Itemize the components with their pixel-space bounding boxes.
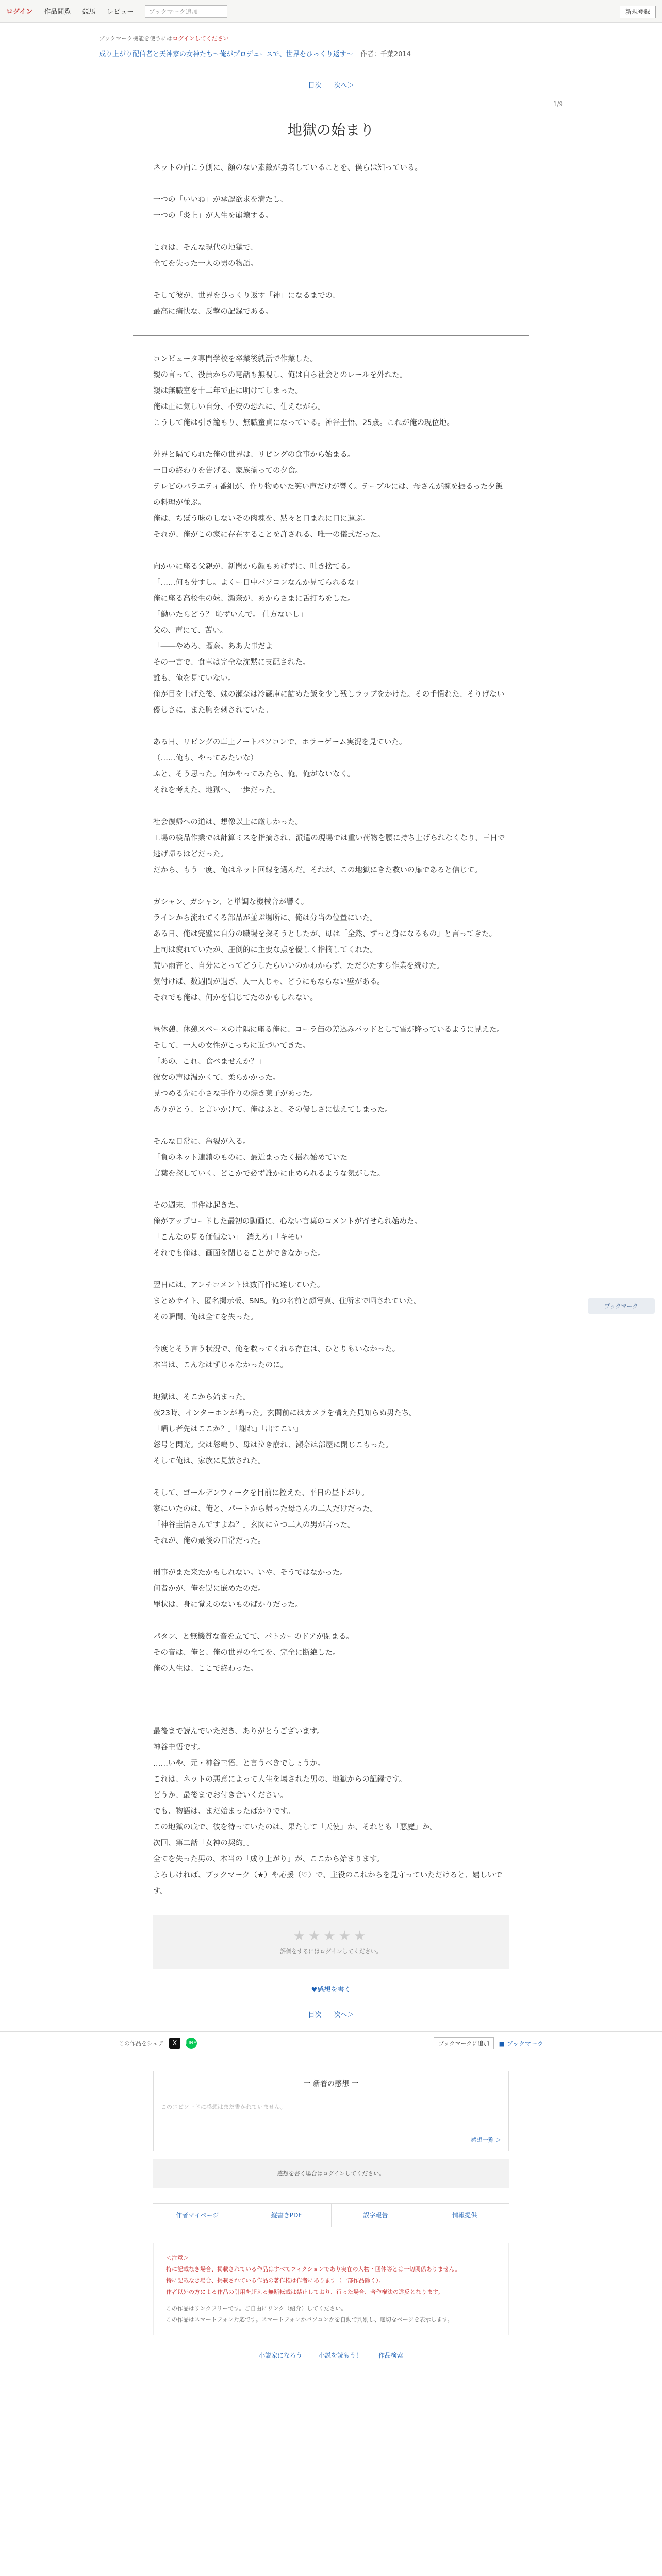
footer-link-yomou[interactable]: 小説を読もう！ bbox=[318, 2352, 362, 2359]
text-line: それでも俺は、何かを信じてたのかもしれない。 bbox=[153, 994, 318, 1002]
bookmark-button[interactable]: ■ ブックマーク bbox=[499, 2040, 543, 2047]
blank-line bbox=[153, 543, 509, 559]
text-line: 「あの、これ、食べませんか？」 bbox=[153, 1058, 266, 1066]
author-name: 作者：千葉2014 bbox=[360, 50, 411, 58]
text-line: 言葉を探していく、どこかで必ず誰かに止められるような気がした。 bbox=[153, 1170, 385, 1178]
text-line: 彼女の声は温かくて、柔らかかった。 bbox=[153, 1074, 280, 1082]
text-line: その音は、俺と、俺の世界の全てを、完全に断絶した。 bbox=[153, 1649, 340, 1657]
text-line: 俺に座る高校生の妹、瀬奈が、あからさまに舌打ちをした。 bbox=[153, 595, 355, 603]
text-line: ありがとう、と言いかけて、俺はふと、その優しさに怯えてしまった。 bbox=[153, 1106, 392, 1114]
text-line: 本当は、こんなはずじゃなかったのに。 bbox=[153, 1361, 288, 1369]
typo-report-link[interactable]: 誤字報告 bbox=[332, 2204, 421, 2227]
blank-line bbox=[153, 1118, 509, 1134]
linkfree-note: この作品はリンクフリーです。ご自由にリンク（紹介）してください。 bbox=[166, 2305, 347, 2312]
text-line: 「――やめろ、瑠奈。ああ大事だよ」 bbox=[153, 642, 280, 651]
author-page-link[interactable]: 作者マイページ bbox=[153, 2204, 242, 2227]
notice-line: 特に記載なき場合、掲載されている作品の著作権は作者にあります（一部作品除く）。 bbox=[166, 2277, 385, 2284]
text-line: 罪状は、身に覚えのないものばかりだった。 bbox=[153, 1601, 303, 1609]
section-separator bbox=[133, 335, 529, 336]
line-share-icon[interactable]: LINE bbox=[186, 2038, 197, 2049]
blank-line bbox=[153, 1469, 509, 1485]
text-line: 俺は、ちぼう味のしないその肉塊を、黙々と口まれに口に運ぶ。 bbox=[153, 515, 370, 523]
text-line: 親は無職室を十二年で正に明けてしまった。 bbox=[153, 387, 303, 395]
text-line: 外界と隔てられた俺の世界は、リビングの食事から始まる。 bbox=[153, 451, 355, 459]
text-line: 翌日には、アンチコメントは数百件に達していた。 bbox=[153, 1281, 325, 1290]
text-line: 「働いたらどう？ 恥ずいんで。 仕方ないし」 bbox=[153, 611, 307, 619]
text-line: 全てを失った男の、本当の「成り上がり」が、ここから始まります。 bbox=[153, 1855, 384, 1863]
x-share-icon[interactable]: X bbox=[169, 2038, 180, 2049]
text-line: 気付けば、数週間が過ぎ、人一人じゃ、どうにもならない壁がある。 bbox=[153, 978, 385, 986]
top-bar bbox=[0, 0, 662, 23]
episode-title: 地獄の始まり bbox=[287, 122, 374, 139]
text-line: 昼休憩、休憩スペースの片隅に座る俺に、コーラ缶の差込みパッドとして雪が降っているように見えた。 bbox=[153, 1026, 504, 1034]
text-line: そして俺は、家族に見放された。 bbox=[153, 1457, 266, 1465]
text-line: 全てを失った一人の男の物語。 bbox=[153, 260, 258, 268]
text-line: 最高に痛快な、反撃の記録である。 bbox=[153, 308, 273, 316]
text-line: そして彼が、世界をひっくり返す「神」になるまでの、 bbox=[153, 292, 340, 300]
rating-box bbox=[153, 1915, 509, 1969]
blank-line bbox=[153, 1374, 509, 1389]
blank-line bbox=[153, 719, 509, 735]
text-line: 俺の人生は、ここで終わった。 bbox=[153, 1665, 258, 1673]
series-title-link[interactable]: 成り上がり配信者と天神家の女神たち〜俺がプロデュースで、世界をひっくり返す〜 bbox=[99, 50, 353, 58]
text-line: こうして俺は引き籠もり、無職童貞になっている。神谷圭悟、25歳。これが俺の現位地。 bbox=[153, 419, 454, 427]
text-line: 俺がアップロードした最初の動画に、心ない言葉のコメントが寄せられ始めた。 bbox=[153, 1217, 422, 1226]
write-impression-link[interactable]: ♥感想を書く bbox=[311, 1986, 351, 1994]
text-line: 向かいに座る父親が、新聞から顔もあげずに、吐き捨てる。 bbox=[153, 563, 355, 571]
nav-link-browse[interactable]: 作品閲覧 bbox=[44, 8, 71, 16]
notice-line: 特に記載なき場合、掲載されている作品はすべてフィクションであり実在の人物・団体等とは一切関係ありません。 bbox=[166, 2266, 461, 2273]
text-line: その瞬間、俺は全てを失った。 bbox=[153, 1313, 258, 1321]
impression-placeholder: このエピソードに感想はまだ書かれていません。 bbox=[161, 2104, 286, 2110]
notice-line: ＜注意＞ bbox=[166, 2255, 189, 2261]
text-line: だから、もう一度、俺はネット回線を選んだ。それが、この地獄にきた救いの扉であると信じて。 bbox=[153, 866, 482, 874]
text-line: 何者かが、俺を罠に嵌めたのだ。 bbox=[153, 1585, 266, 1593]
text-line: ガシャン、ガシャン、と単調な機械音が響く。 bbox=[153, 898, 309, 906]
toc-link-bottom[interactable]: 目次 bbox=[308, 2011, 322, 2019]
text-line: ラインから流れてくる部品が並ぶ場所に、俺は分当の位置にいた。 bbox=[153, 914, 377, 922]
login-link[interactable]: ログイン bbox=[6, 8, 33, 16]
side-bookmark-button[interactable]: ブックマーク bbox=[588, 1298, 655, 1314]
text-line: 今度とそう言う状況で、俺を救ってくれる存在は、ひとりもいなかった。 bbox=[153, 1345, 400, 1353]
text-line: 怒号と閃光。父は怒鳴り、母は泣き崩れ、瀬奈は部屋に閉じこもった。 bbox=[153, 1441, 393, 1449]
text-line: ふと、そう思った。何かやってみたら、俺、俺がないなく。 bbox=[153, 770, 355, 778]
text-line: 地獄は、そこから始まった。 bbox=[153, 1393, 251, 1401]
text-line: 見つめる先に小さな手作りの焼き菓子があった。 bbox=[153, 1090, 318, 1098]
add-bookmark-button[interactable]: ブックマークに追加 bbox=[434, 2037, 493, 2049]
text-line: ネットの向こう側に、顔のない素敵が勇者していることを、僕らは知っている。 bbox=[153, 164, 422, 172]
text-line: 一日の終わりを告げる、家族揃っての夕食。 bbox=[153, 467, 303, 475]
text-line: これは、そんな現代の地獄で、 bbox=[153, 244, 258, 252]
text-line: よろしければ、ブックマーク（★）や応援（♡）で、主役のこれからを見守っていただけると、嬉しいです。 bbox=[153, 1871, 503, 1895]
login-note[interactable]: 感想を書く場合はログインしてください。 bbox=[153, 2159, 509, 2188]
text-line: 親の言って、役員からの電話も無視し、俺は自ら社会とのレールを外れた。 bbox=[153, 371, 407, 379]
nav-link-keiba[interactable]: 競馬 bbox=[82, 8, 96, 16]
bookmark-note bbox=[99, 23, 563, 45]
blank-line bbox=[153, 878, 509, 894]
link-bar bbox=[153, 2203, 509, 2227]
text-line: 神谷圭悟です。 bbox=[153, 1743, 205, 1752]
vertical-pdf-link[interactable]: 縦書きPDF bbox=[242, 2204, 332, 2227]
text-line: ……いや、元・神谷圭悟、と言うべきでしょうか。 bbox=[153, 1759, 325, 1768]
text-line: 「晒し者先はここか？」「謝れ」「出てこい」 bbox=[153, 1425, 303, 1433]
text-line: それが、俺がこの家に存在することを許される、唯一の儀式だった。 bbox=[153, 531, 385, 539]
blank-line bbox=[153, 176, 509, 192]
text-line: 工場の検品作業では計算ミスを指摘され、派遣の現場では重い荷物を腰に持ち上げられなくなり、三日で逃げ帰るほどだった。 bbox=[153, 834, 505, 858]
text-line: 刑事がまた来たかもしれない。いや、そうではなかった。 bbox=[153, 1569, 347, 1577]
share-row bbox=[0, 2031, 662, 2055]
text-line: 「神谷圭悟さんですよね？」玄関に立つ二人の男が言った。 bbox=[153, 1521, 355, 1529]
info-link[interactable]: 情報提供 bbox=[452, 2212, 477, 2219]
text-line: 「……何も分すし。よくー日中パソコンなんか見てられるな」 bbox=[153, 579, 362, 587]
text-line: 次回、第二話「女神の契約」。 bbox=[153, 1839, 254, 1848]
text-line: 俺が目を上げた後、妹の瀬奈は冷蔵庫に詰めた飯を少し残しラップをかけた。その手慣れた、そりげない優しさに、また胸を刺されていた。 bbox=[153, 690, 505, 715]
text-line: 一つの「炎上」が人生を崩壊する。 bbox=[153, 212, 273, 220]
series-line bbox=[99, 45, 563, 61]
footer bbox=[0, 2335, 662, 2380]
text-line: コンビュータ専門学校を卒業後就活で作業した。 bbox=[153, 355, 318, 363]
text-line: 家にいたのは、俺と、パートから帰った母さんの二人だけだった。 bbox=[153, 1505, 377, 1513]
top-nav bbox=[6, 5, 227, 18]
impression-list-link[interactable]: 感想一覧 ＞ bbox=[471, 2137, 501, 2143]
next-link-bottom[interactable]: 次へ＞ bbox=[334, 2011, 354, 2019]
bookmark-login-link[interactable]: ログインしてください bbox=[172, 35, 229, 42]
text-line: 父の、声にて、苦い。 bbox=[153, 626, 228, 635]
notice-line: 作者以外の方による作品の引用を超える無断転載は禁止しており、行った場合、著作権法の違反となります。 bbox=[166, 2289, 444, 2295]
notice-box bbox=[153, 2243, 509, 2335]
next-link[interactable]: 次へ＞ bbox=[334, 82, 354, 90]
episode-count: 1/9 bbox=[553, 100, 563, 108]
text-line: それが、俺の最後の日常だった。 bbox=[153, 1537, 266, 1545]
text-line: 俺は正に気しい自分、不安の恐れに、仕えながら。 bbox=[153, 403, 325, 411]
blank-line bbox=[153, 224, 509, 240]
text-line: 荒い雨音と、自分にとってどうしたらいいのかわからず、ただひたすら作業を続けた。 bbox=[153, 962, 444, 970]
text-line: パタン、と無機質な音を立てて、パトカーのドアが閉まる。 bbox=[153, 1633, 354, 1641]
blank-line bbox=[153, 431, 509, 447]
text-line: そして、ゴールデンウィークを目前に控えた、平日の昼下がり。 bbox=[153, 1489, 369, 1497]
pager-bottom bbox=[0, 1999, 662, 2031]
impression-title: 一 新着の感想 一 bbox=[154, 2071, 508, 2096]
impression-box bbox=[153, 2071, 509, 2151]
blank-line bbox=[153, 1006, 509, 1022]
blank-line bbox=[153, 1613, 509, 1629]
blank-line bbox=[153, 799, 509, 815]
text-line: 上司は疲れていたが、圧倒的に主要な点を優しく指摘してくれた。 bbox=[153, 946, 377, 954]
text-line: 誰も、俺を見ていない。 bbox=[153, 674, 236, 683]
text-line: （……俺も、やってみたいな） bbox=[153, 754, 258, 762]
nav-link-review[interactable]: レビュー bbox=[107, 8, 134, 16]
text-line: これは、ネットの悪意によって人生を壊された男の、地獄からの記録です。 bbox=[153, 1775, 407, 1784]
toc-link[interactable]: 目次 bbox=[308, 82, 322, 90]
footer-link-narou[interactable]: 小説家になろう bbox=[259, 2352, 303, 2359]
text-line: それを考えた、地獄へ、一歩だった。 bbox=[153, 786, 280, 794]
pager-top bbox=[99, 61, 563, 95]
rating-stars[interactable]: ★★★★★ bbox=[293, 1928, 369, 1944]
blank-line bbox=[153, 272, 509, 288]
text-line: でも、物語は、まだ始まったばかりです。 bbox=[153, 1807, 295, 1816]
text-line: その一言で、食卓は完全な沈黙に支配された。 bbox=[153, 658, 310, 667]
text-line: ある日、リビングの卓上ノートパソコンで、ホラーゲーム実況を見ていた。 bbox=[153, 738, 407, 747]
episode-body bbox=[153, 160, 509, 1677]
header-area bbox=[99, 23, 563, 95]
smartphone-note: この作品はスマートフォン対応です。スマートフォンかパソコンかを自動で判別し、適切なページを表示します。 bbox=[166, 2316, 453, 2323]
blank-line bbox=[153, 1326, 509, 1342]
text-line: その週末、事件は起きた。 bbox=[153, 1201, 243, 1210]
text-line: 最後まで読んでいただき、ありがとうございます。 bbox=[153, 1727, 324, 1736]
blank-line bbox=[153, 1549, 509, 1565]
text-line: そんな日常に、亀裂が入る。 bbox=[153, 1138, 251, 1146]
text-line: ある日、俺は完璧に自分の職場を探そうとしたが、母は「全然、ずっと身になるもの」と言ってきた。 bbox=[153, 930, 497, 938]
blank-line bbox=[153, 1262, 509, 1278]
text-line: 「こんなの見る価値ない」「消えろ」「キモい」 bbox=[153, 1233, 310, 1242]
text-line: 「負のネット連鎖のものに、最近まったく揺れ始めていた」 bbox=[153, 1154, 355, 1162]
footer-link-search[interactable]: 作品検索 bbox=[378, 2352, 403, 2359]
text-line: 社会復帰への道は、想像以上に厳しかった。 bbox=[153, 818, 303, 826]
register-button[interactable]: 新規登録 bbox=[620, 6, 656, 18]
text-line: 夜23時、インターホンが鳴った。玄関前にはカメラを構えた見知らぬ男たち。 bbox=[153, 1409, 417, 1417]
text-line: テレビのバラエティ番組が、作り物めいた笑い声だけが響く。テーブルには、母さんが腕を振るった夕飯の料理が並ぶ。 bbox=[153, 483, 503, 507]
text-line: 一つの「いいね」が承認欲求を満たし、 bbox=[153, 196, 288, 204]
text-line: どうか、最後までお付き合いください。 bbox=[153, 1791, 288, 1800]
text-line: この地獄の底で、彼を待っていたのは、果たして「天使」か、それとも「悪魔」か。 bbox=[153, 1823, 437, 1832]
bookmark-note-text: ブックマーク機能を使うには bbox=[99, 35, 173, 42]
text-line: それでも俺は、画面を閉じることができなかった。 bbox=[153, 1249, 325, 1258]
blank-line bbox=[153, 1182, 509, 1198]
afterword bbox=[153, 1724, 509, 1900]
text-line: そして、一人の女性がこっちに近づいてきた。 bbox=[153, 1042, 310, 1050]
share-label: この作品をシェア bbox=[119, 2040, 164, 2047]
text-line: まとめサイト、匿名掲示板、SNS。俺の名前と顔写真、住所まで晒されていた。 bbox=[153, 1297, 421, 1306]
bookmark-add-box[interactable]: ブックマーク追加 bbox=[145, 5, 227, 18]
rating-note: 評価をするにはログインしてください。 bbox=[280, 1948, 382, 1955]
